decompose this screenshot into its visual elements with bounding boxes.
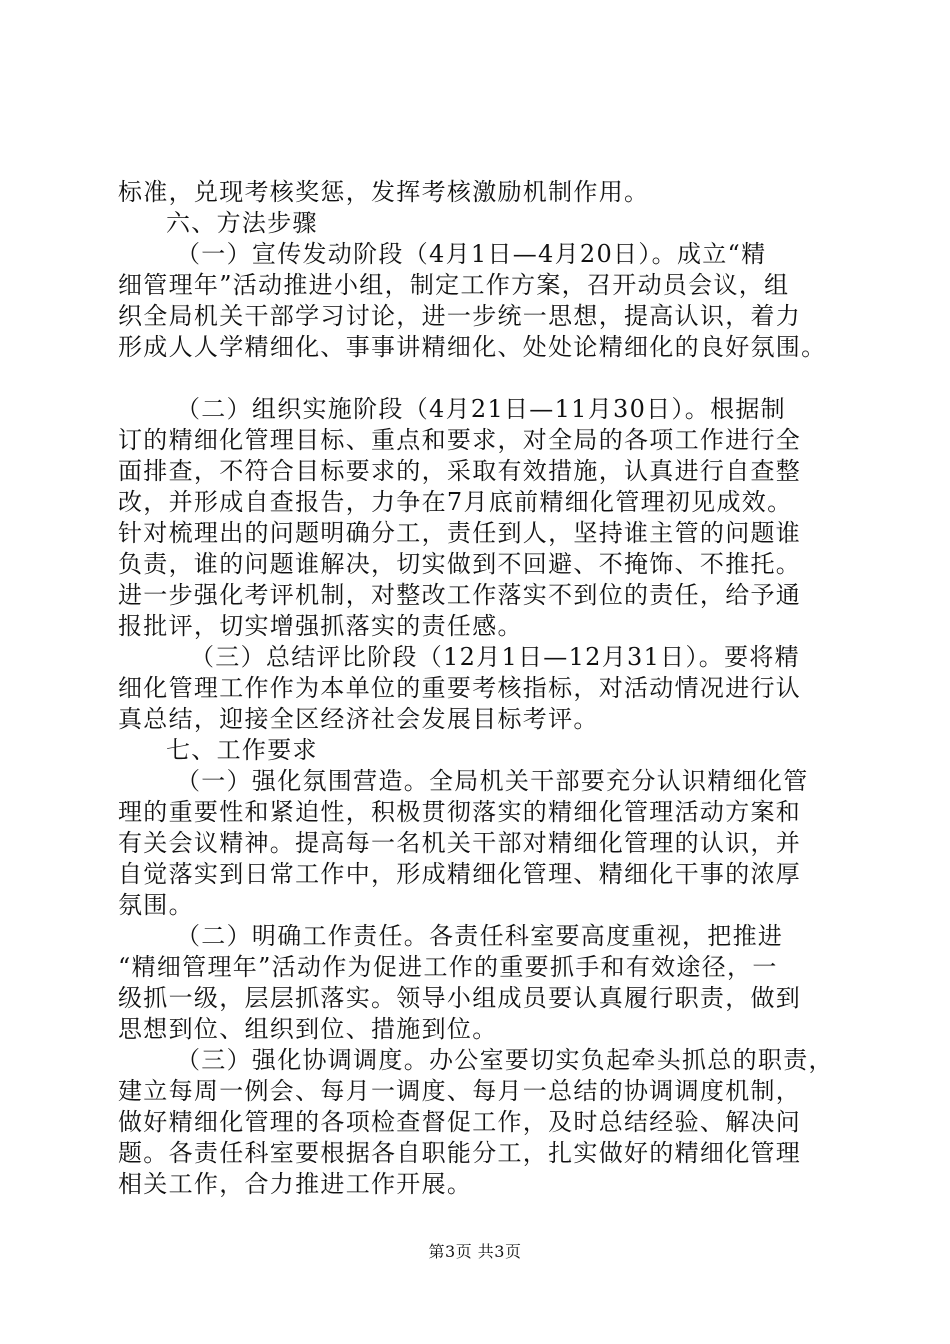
body-line: （一）强化氛围营造。全局机关干部要充分认识精细化管 (176, 767, 809, 795)
body-line: 思想到位、组织到位、措施到位。 (118, 1015, 498, 1043)
section-heading: 六、方法步骤 (166, 209, 318, 237)
page-number: 第3页 共3页 (428, 1242, 522, 1261)
body-line: （二）明确工作责任。各责任科室要高度重视，把推进 (176, 922, 784, 950)
body-line: 理的重要性和紧迫性，积极贯彻落实的精细化管理活动方案和 (118, 798, 802, 826)
body-line: 有关会议精神。提高每一名机关干部对精细化管理的认识，并 (118, 829, 802, 857)
body-line: “精细管理年”活动作为促进工作的重要抓手和有效途径，一 (118, 953, 778, 981)
section-heading: 七、工作要求 (166, 736, 318, 764)
body-line: 级抓一级，层层抓落实。领导小组成员要认真履行职责，做到 (118, 984, 802, 1012)
body-line: 织全局机关干部学习讨论，进一步统一思想，提高认识，着力 (118, 302, 802, 330)
body-line: 相关工作，合力推进工作开展。 (118, 1170, 473, 1198)
body-line: 氛围。 (118, 891, 194, 919)
body-line: 形成人人学精细化、事事讲精细化、处处论精细化的良好氛围。 (118, 333, 827, 361)
body-line: 面排查，不符合目标要求的，采取有效措施，认真进行自查整 (118, 457, 802, 485)
body-line: 自觉落实到日常工作中，形成精细化管理、精细化干事的浓厚 (118, 860, 802, 888)
body-line: 真总结，迎接全区经济社会发展目标考评。 (118, 705, 599, 733)
body-line: 细化管理工作作为本单位的重要考核指标，对活动情况进行认 (118, 674, 802, 702)
body-line: 题。各责任科室要根据各自职能分工，扎实做好的精细化管理 (118, 1139, 802, 1167)
body-line: 细管理年”活动推进小组，制定工作方案，召开动员会议，组 (118, 271, 790, 299)
body-line: 建立每周一例会、每月一调度、每月一总结的协调调度机制， (118, 1077, 802, 1105)
body-line: 订的精细化管理目标、重点和要求，对全局的各项工作进行全 (118, 426, 802, 454)
body-line: 改，并形成自查报告，力争在7月底前精细化管理初见成效。 (118, 488, 793, 516)
body-line: 负责，谁的问题谁解决，切实做到不回避、不掩饰、不推托。 (118, 550, 802, 578)
body-line: 针对梳理出的问题明确分工，责任到人，坚持谁主管的问题谁 (118, 519, 802, 547)
body-line: （三）总结评比阶段（12月1日—12月31日）。要将精 (190, 643, 800, 671)
body-line: （二）组织实施阶段（4月21日—11月30日）。根据制 (176, 395, 786, 423)
body-line: （一）宣传发动阶段（4月1日—4月20日）。成立“精 (176, 240, 767, 268)
body-line: 报批评，切实增强抓落实的责任感。 (118, 612, 523, 640)
body-line: 进一步强化考评机制，对整改工作落实不到位的责任，给予通 (118, 581, 802, 609)
body-line: 标准，兑现考核奖惩，发挥考核激励机制作用。 (118, 178, 650, 206)
body-line: 做好精细化管理的各项检查督促工作，及时总结经验、解决问 (118, 1108, 802, 1136)
body-line: （三）强化协调调度。办公室要切实负起牵头抓总的职责， (176, 1046, 834, 1074)
